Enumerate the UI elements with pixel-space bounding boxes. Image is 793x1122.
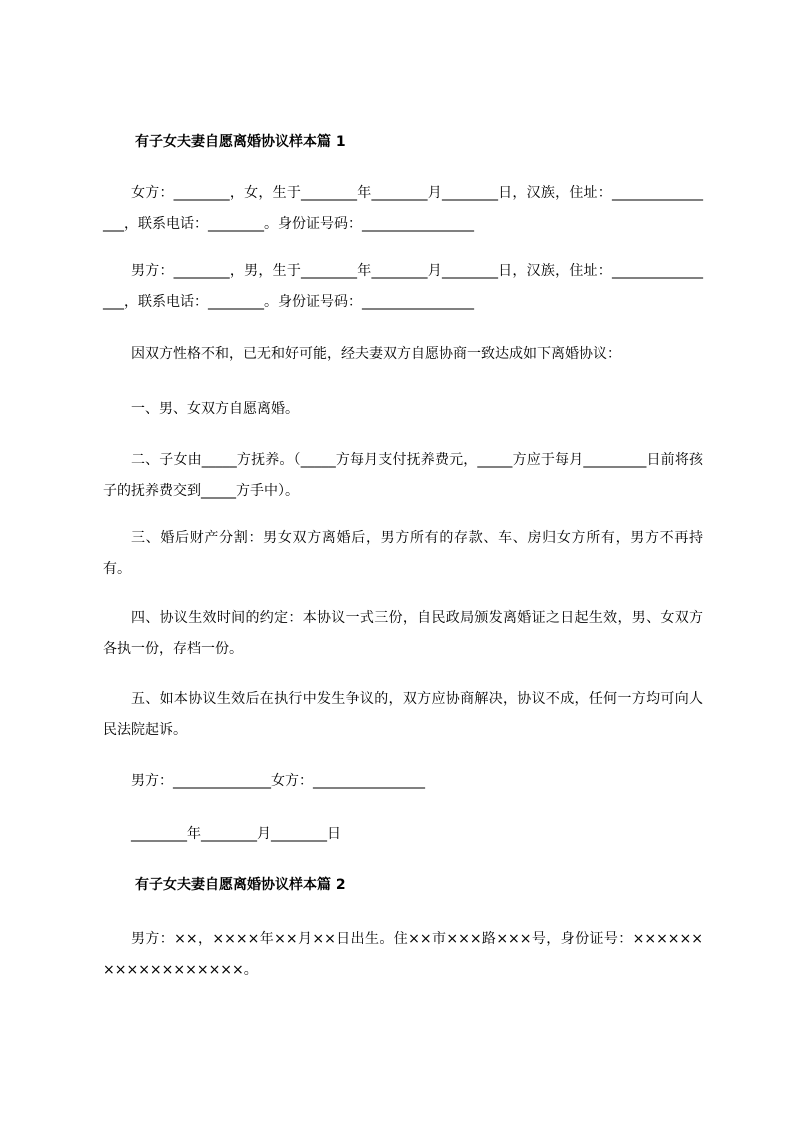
clause-3-paragraph: 三、婚后财产分割：男女双方离婚后，男方所有的存款、车、房归女方所有，男方不再持有。 xyxy=(103,530,703,577)
section-2-title: 有子女夫妻自愿离婚协议样本篇 2 xyxy=(135,877,346,893)
signature-line: 男方：______________女方：________________ xyxy=(131,773,425,789)
section-1-title: 有子女夫妻自愿离婚协议样本篇 1 xyxy=(135,134,346,150)
clause-5-paragraph: 五、如本协议生效后在执行中发生争议的，双方应协商解决，协议不成，任何一方均可向人民法院起诉。 xyxy=(103,691,703,738)
intro-paragraph: 因双方性格不和，已无和好可能，经夫妻双方自愿协商一致达成如下离婚协议： xyxy=(131,346,621,362)
clause-1-paragraph: 一、男、女双方自愿离婚。 xyxy=(131,401,299,417)
clause-2-paragraph: 二、子女由_____方抚养。（_____方每月支付抚养费元，_____方应于每月_________日前将孩子的抚养费交到_____方手中）。 xyxy=(103,452,703,499)
date-line: ________年________月________日 xyxy=(131,826,341,842)
wife-info-paragraph: 女方：________，女，生于________年________月________日，汉族，住址：________________，联系电话：________。身份证号码：________________ xyxy=(103,185,703,232)
husband-info-paragraph: 男方：________，男，生于________年________月________日，汉族，住址：________________，联系电话：________。身份证号码：________________ xyxy=(103,263,703,310)
clause-4-paragraph: 四、协议生效时间的约定：本协议一式三份，自民政局颁发离婚证之日起生效，男、女双方各执一份，存档一份。 xyxy=(103,610,703,657)
section-2-husband-paragraph: 男方：××，××××年××月××日出生。住××市×××路×××号，身份证号：××××××××××××××××××。 xyxy=(103,931,703,978)
